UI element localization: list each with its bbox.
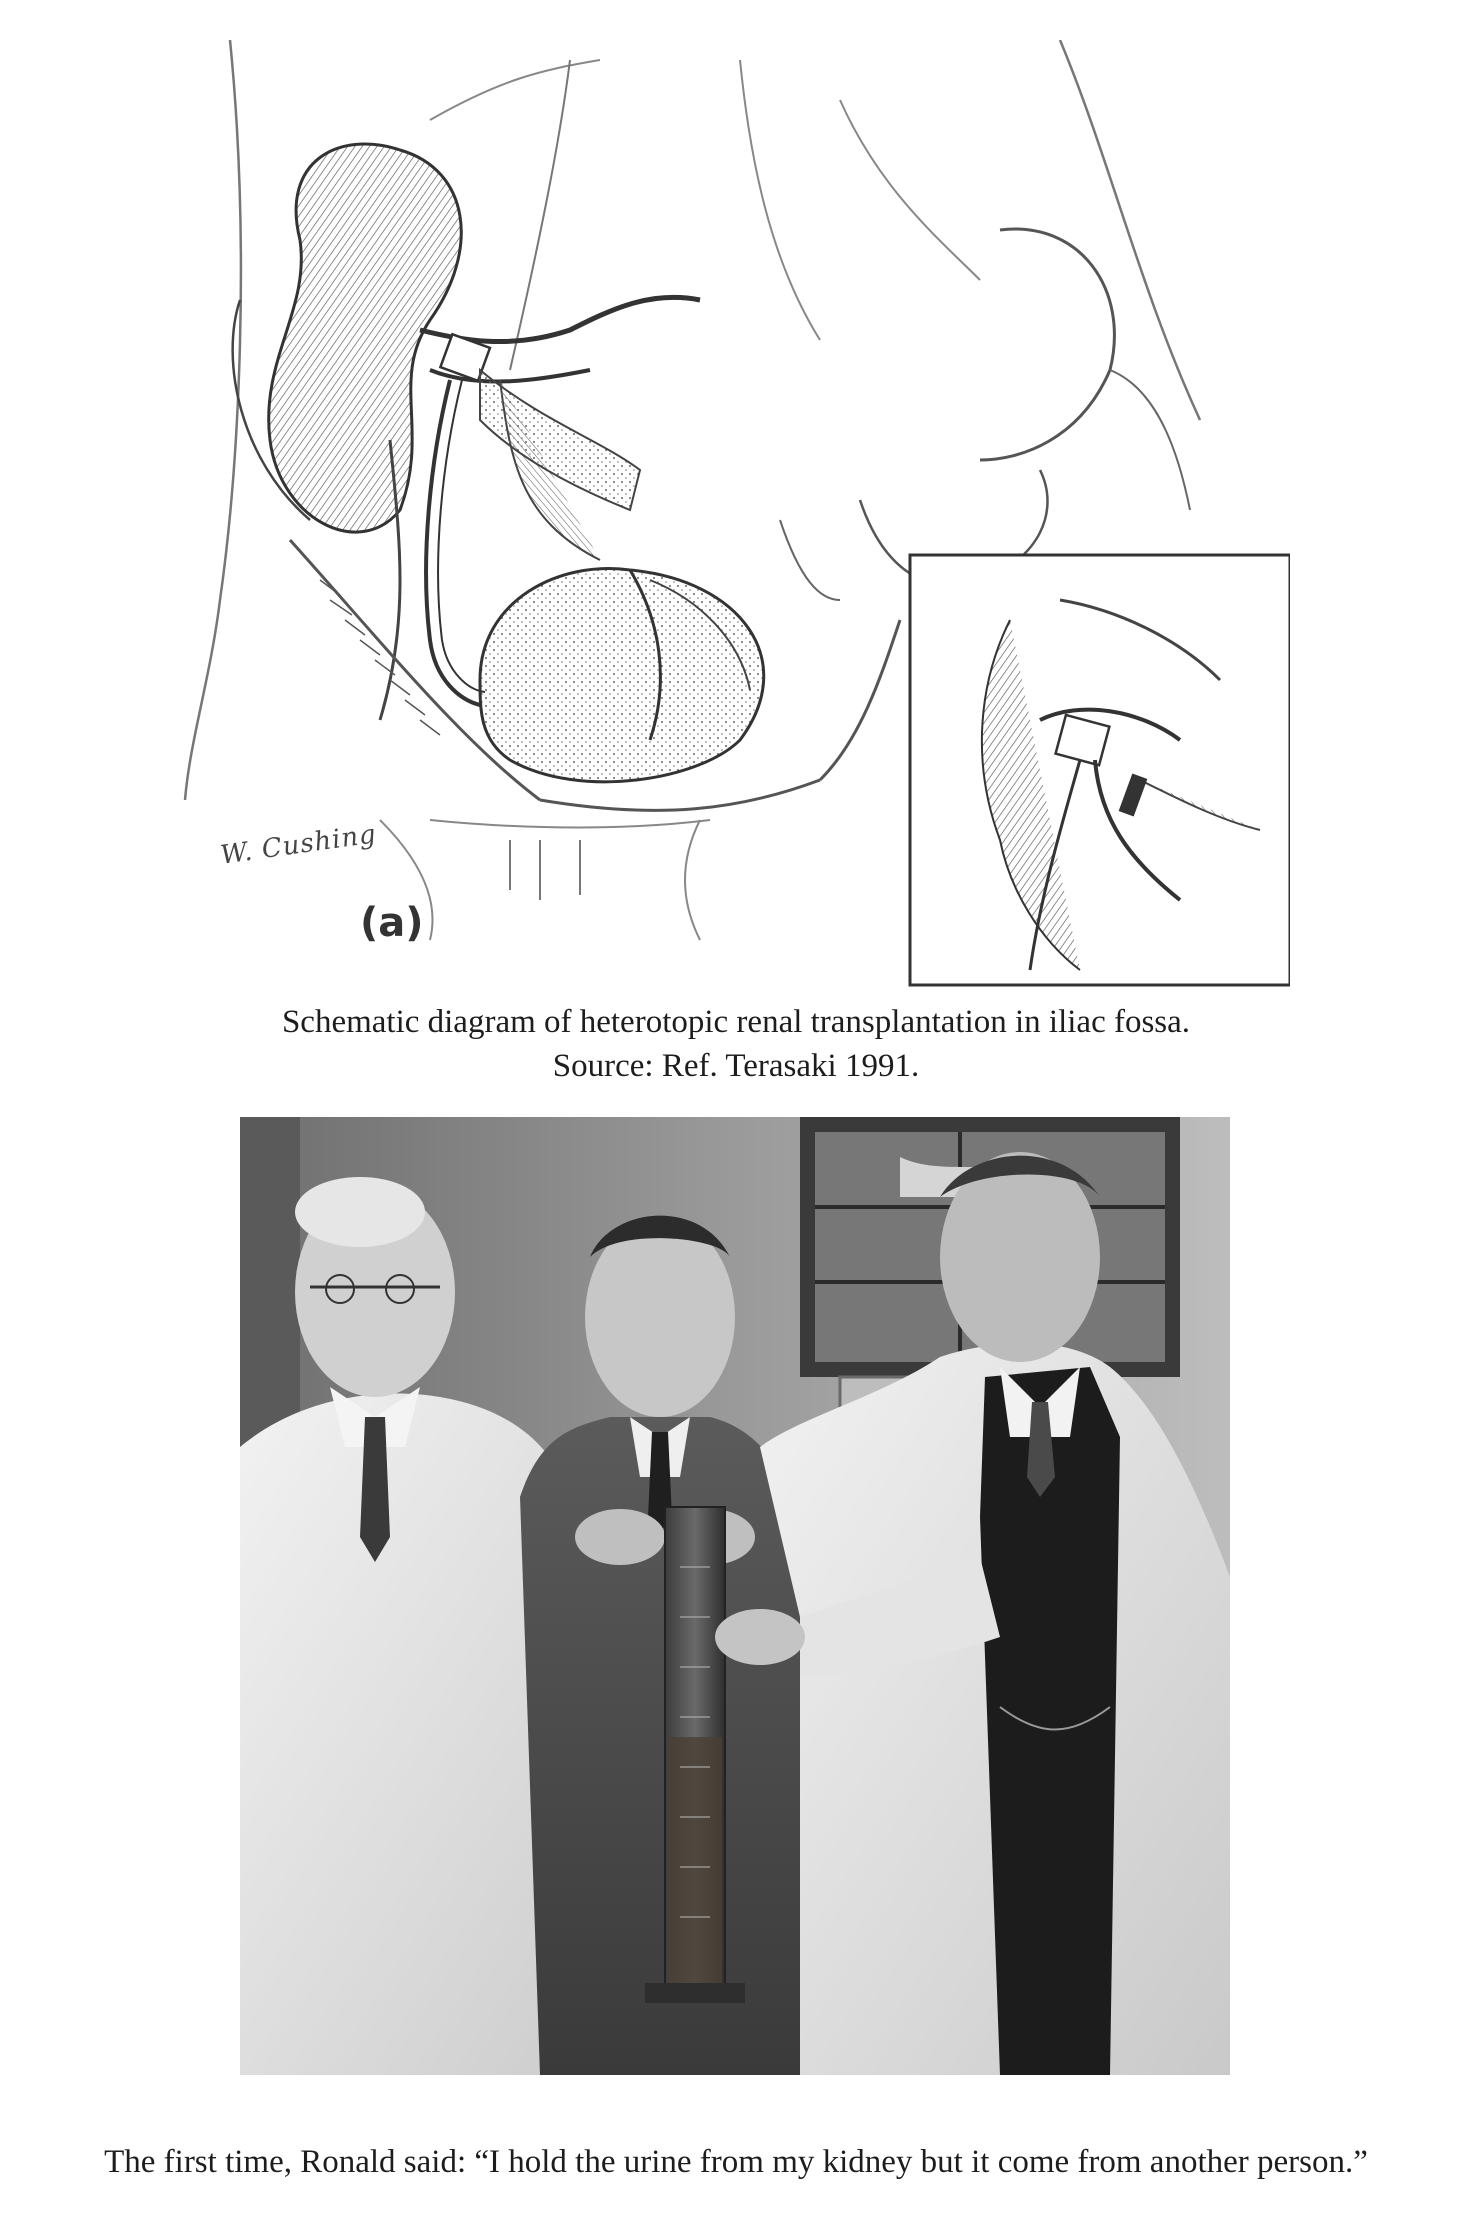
historical-photograph	[240, 1117, 1230, 2075]
caption-1-line-1: Schematic diagram of heterotopic renal transplantation in iliac fossa.	[281, 1004, 1191, 1040]
body-outline-right	[1060, 40, 1200, 420]
schematic-figure	[180, 40, 1290, 990]
bladder-shape	[480, 568, 764, 781]
illustrator-signature: W. Cushing	[218, 819, 379, 871]
photo-rendering	[240, 1117, 1230, 2075]
inset-box	[910, 555, 1290, 985]
photo-caption: The first time, Ronald said: “I hold the urine from my kidney but it come from another person.”	[104, 2144, 1368, 2180]
figure-caption-1	[0, 1000, 1472, 1088]
body-outline-left	[185, 40, 241, 800]
caption-1-source: Source: Ref. Terasaki 1991.	[552, 1048, 920, 1084]
panel-label: (a)	[360, 900, 424, 946]
